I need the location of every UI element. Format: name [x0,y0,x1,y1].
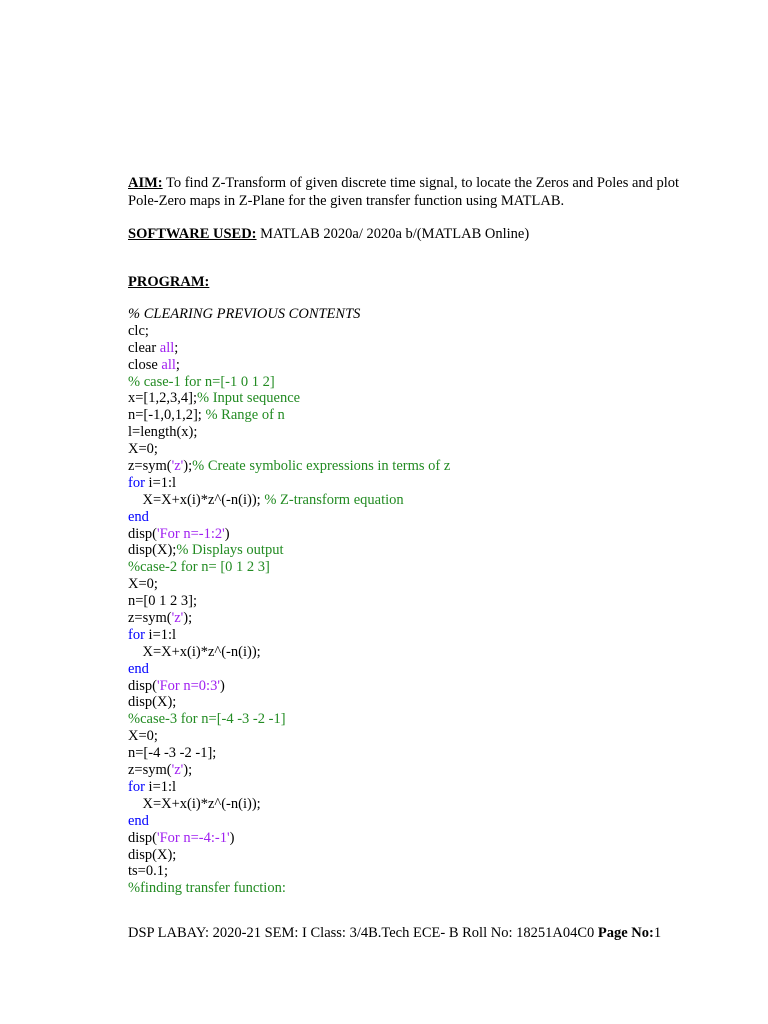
code-line [128,559,748,576]
code-line [128,340,748,357]
code-line [128,627,748,644]
code-text: ); [183,762,193,779]
code-text: n=[-1,0,1,2]; [128,407,206,424]
code-string: 'z' [171,762,184,779]
code-line [128,576,748,593]
code-text: disp(X); [128,542,177,559]
code-text: disp( [128,525,157,542]
code-keyword: for [128,778,145,795]
code-comment: % Z-transform equation [264,491,404,508]
code-comment: % Range of n [205,407,285,424]
code-line [128,357,748,374]
software-label: SOFTWARE USED: [128,226,257,242]
code-text: X=0; [128,576,158,593]
code-text: i=1:l [144,474,177,491]
page-number-label: Page No: [597,925,654,941]
code-text: l=length(x); [128,424,198,441]
page-number: 1 [653,925,662,941]
code-line [128,526,748,543]
code-string: 'For n=-4:-1' [157,829,230,846]
code-keyword: end [128,660,149,677]
code-text: X=0; [128,728,158,745]
code-text: ; [175,356,180,373]
code-comment: %case-3 for n=[-4 -3 -2 -1] [128,711,286,728]
code-string: all [159,339,175,356]
code-comment: %finding transfer function: [128,880,286,897]
page-footer [128,924,748,942]
code-comment: % Create symbolic expressions in terms of z [192,458,451,475]
code-line [128,796,748,813]
code-text: i=1:l [144,626,177,643]
code-line [128,475,748,492]
code-line [128,694,748,711]
program-label: PROGRAM: [128,274,210,290]
code-text: X=X+x(i)*z^(-n(i)); [128,643,261,660]
code-text: X=X+x(i)*z^(-n(i)); [128,795,261,812]
code-text: ; [174,339,179,356]
code-string: 'For n=0:3' [157,677,220,694]
code-comment: % CLEARING PREVIOUS CONTENTS [128,306,361,322]
code-comment: %case-2 for n= [0 1 2 3] [128,559,270,576]
code-text: ); [183,610,193,627]
code-string: 'For n=-1:2' [157,525,225,542]
code-text: ); [183,458,193,475]
aim-paragraph [128,174,728,210]
code-line [128,711,748,728]
code-line [128,661,748,678]
code-text: n=[-4 -3 -2 -1]; [128,745,217,762]
code-line [128,830,748,847]
aim-label: AIM: [128,175,163,191]
code-line [128,509,748,526]
software-paragraph [128,225,728,243]
code-line [128,813,748,830]
code-line [128,593,748,610]
footer-text: DSP LABAY: 2020-21 SEM: I Class: 3/4B.Tech ECE- B Roll No: 18251A04C0 [128,925,598,941]
code-text: disp( [128,829,157,846]
software-text: MATLAB 2020a/ 2020a b/(MATLAB Online) [256,226,530,242]
code-string: 'z' [171,458,184,475]
code-line [128,644,748,661]
code-text: ) [219,677,225,694]
code-line [128,880,748,897]
code-text: close [128,356,162,373]
code-text: X=X+x(i)*z^(-n(i)); [128,491,265,508]
code-line [128,728,748,745]
code-text: ) [229,829,235,846]
code-line [128,779,748,796]
code-keyword: end [128,508,149,525]
code-line [128,323,748,340]
code-line [128,306,748,323]
code-text: z=sym( [128,458,172,475]
code-text: i=1:l [144,778,177,795]
code-line [128,492,748,509]
code-keyword: for [128,626,145,643]
code-line [128,407,748,424]
code-text: n=[0 1 2 3]; [128,593,197,610]
code-text: disp(X); [128,846,177,863]
code-text: z=sym( [128,610,172,627]
code-text: disp( [128,677,157,694]
code-listing [128,306,748,897]
code-line [128,847,748,864]
code-line [128,374,748,391]
code-line [128,542,748,559]
code-line [128,745,748,762]
code-text: x=[1,2,3,4]; [128,390,197,407]
code-keyword: for [128,474,145,491]
code-text: ) [224,525,230,542]
code-line [128,610,748,627]
code-text: disp(X); [128,694,177,711]
code-string: all [161,356,176,373]
code-text: clear [128,339,160,356]
aim-text-line1: To find Z-Transform of given discrete time signal, to locate the Zeros and Poles and plot [162,175,680,191]
code-text: clc; [128,322,149,339]
code-line [128,424,748,441]
code-line [128,863,748,880]
code-keyword: end [128,812,149,829]
code-comment: % case-1 for n=[-1 0 1 2] [128,373,275,390]
code-text: z=sym( [128,762,172,779]
code-line [128,390,748,407]
code-comment: % Displays output [176,542,284,559]
code-line [128,441,748,458]
code-line [128,458,748,475]
code-string: 'z' [171,610,184,627]
code-text: ts=0.1; [128,863,169,880]
code-line [128,762,748,779]
code-text: X=0; [128,441,158,458]
aim-text-line2: Pole-Zero maps in Z-Plane for the given transfer function using MATLAB. [128,193,565,209]
program-heading [128,273,728,291]
code-comment: % Input sequence [197,390,301,407]
code-line [128,678,748,695]
